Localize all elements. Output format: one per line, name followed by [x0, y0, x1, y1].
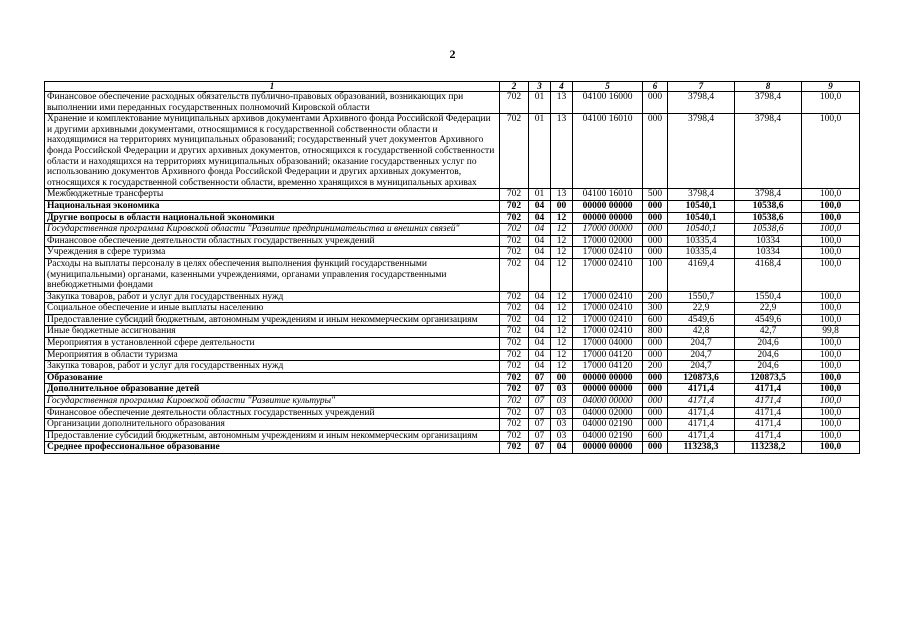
row-plan-cell: 120873,6 [668, 372, 735, 384]
row-subsection-cell: 00 [551, 372, 573, 384]
row-percent-cell: 100,0 [802, 372, 860, 384]
header-cell: 8 [735, 82, 802, 92]
row-name-cell: Финансовое обеспечение деятельности областных государственных учреждений [45, 407, 500, 419]
row-actual-cell: 113238,2 [735, 442, 802, 454]
row-name-cell: Хранение и комплектование муниципальных архивов документами Архивного фонда Российской Федерации и другими архивными документами, относящимися к государственной собственности области и находящимися на территориях муниципальных образований; государственный учет документов Архивного фонда Российской Федерации и других архивных документов, относящихся к государственной собственности области и находящихся на территориях муниципальных образований; оказание государственных услуг по использованию документов Архивного фонда Российской Федерации и других архивных документов, относящихся к государственной собственности области, временно хранящихся в муниципальных архивах [45, 114, 500, 189]
row-actual-cell: 4171,4 [735, 430, 802, 442]
row-percent-cell: 100,0 [802, 396, 860, 408]
row-section-cell: 01 [529, 189, 551, 201]
row-section-cell: 07 [529, 396, 551, 408]
row-grbs-cell: 702 [500, 407, 529, 419]
row-actual-cell: 10538,6 [735, 212, 802, 224]
row-name-cell: Образование [45, 372, 500, 384]
row-plan-cell: 113238,3 [668, 442, 735, 454]
table-row [45, 291, 860, 303]
row-section-cell: 04 [529, 361, 551, 373]
row-target-cell: 04000 00000 [573, 396, 643, 408]
row-actual-cell: 4171,4 [735, 384, 802, 396]
row-section-cell: 07 [529, 384, 551, 396]
row-grbs-cell: 702 [500, 92, 529, 114]
row-expense-type-cell: 000 [643, 92, 668, 114]
row-actual-cell: 10538,6 [735, 200, 802, 212]
row-target-cell: 00000 00000 [573, 442, 643, 454]
row-grbs-cell: 702 [500, 291, 529, 303]
row-section-cell: 07 [529, 407, 551, 419]
row-percent-cell: 100,0 [802, 384, 860, 396]
row-section-cell: 04 [529, 291, 551, 303]
row-name-cell: Дополнительное образование детей [45, 384, 500, 396]
row-expense-type-cell: 300 [643, 303, 668, 315]
row-subsection-cell: 12 [551, 212, 573, 224]
row-percent-cell: 100,0 [802, 349, 860, 361]
row-percent-cell: 100,0 [802, 200, 860, 212]
row-name-cell: Иные бюджетные ассигнования [45, 326, 500, 338]
row-expense-type-cell: 000 [643, 372, 668, 384]
row-plan-cell: 10540,1 [668, 200, 735, 212]
row-target-cell: 17000 02410 [573, 303, 643, 315]
row-percent-cell: 100,0 [802, 419, 860, 431]
table-row [45, 396, 860, 408]
row-plan-cell: 3798,4 [668, 92, 735, 114]
row-actual-cell: 3798,4 [735, 189, 802, 201]
row-expense-type-cell: 200 [643, 361, 668, 373]
row-subsection-cell: 03 [551, 384, 573, 396]
row-plan-cell: 10335,4 [668, 247, 735, 259]
row-actual-cell: 10538,6 [735, 224, 802, 236]
row-percent-cell: 100,0 [802, 430, 860, 442]
row-name-cell: Предоставление субсидий бюджетным, автономным учреждениям и иным некоммерческим организациям [45, 314, 500, 326]
table-row [45, 349, 860, 361]
row-plan-cell: 4169,4 [668, 258, 735, 291]
row-section-cell: 04 [529, 212, 551, 224]
row-expense-type-cell: 000 [643, 224, 668, 236]
row-name-cell: Национальная экономика [45, 200, 500, 212]
row-grbs-cell: 702 [500, 349, 529, 361]
row-percent-cell: 100,0 [802, 258, 860, 291]
row-grbs-cell: 702 [500, 114, 529, 189]
row-target-cell: 04000 02190 [573, 419, 643, 431]
row-target-cell: 17000 02410 [573, 258, 643, 291]
row-subsection-cell: 12 [551, 303, 573, 315]
row-grbs-cell: 702 [500, 224, 529, 236]
row-section-cell: 01 [529, 114, 551, 189]
table-row [45, 189, 860, 201]
row-target-cell: 04100 16000 [573, 92, 643, 114]
row-percent-cell: 100,0 [802, 338, 860, 350]
table-row [45, 314, 860, 326]
row-plan-cell: 1550,7 [668, 291, 735, 303]
row-plan-cell: 10335,4 [668, 235, 735, 247]
row-name-cell: Учреждения в сфере туризма [45, 247, 500, 259]
row-subsection-cell: 12 [551, 338, 573, 350]
header-cell: 9 [802, 82, 860, 92]
row-name-cell: Мероприятия в области туризма [45, 349, 500, 361]
row-percent-cell: 100,0 [802, 291, 860, 303]
row-expense-type-cell: 500 [643, 189, 668, 201]
row-grbs-cell: 702 [500, 235, 529, 247]
row-target-cell: 17000 04000 [573, 338, 643, 350]
row-name-cell: Другие вопросы в области национальной экономики [45, 212, 500, 224]
table-row [45, 224, 860, 236]
row-expense-type-cell: 000 [643, 384, 668, 396]
row-subsection-cell: 12 [551, 361, 573, 373]
row-subsection-cell: 13 [551, 114, 573, 189]
row-target-cell: 04100 16010 [573, 114, 643, 189]
table-row [45, 200, 860, 212]
row-name-cell: Финансовое обеспечение деятельности областных государственных учреждений [45, 235, 500, 247]
table-row [45, 258, 860, 291]
header-cell: 1 [45, 82, 500, 92]
row-expense-type-cell: 000 [643, 212, 668, 224]
row-grbs-cell: 702 [500, 189, 529, 201]
row-section-cell: 07 [529, 372, 551, 384]
row-plan-cell: 204,7 [668, 349, 735, 361]
row-actual-cell: 120873,5 [735, 372, 802, 384]
row-section-cell: 07 [529, 419, 551, 431]
row-subsection-cell: 13 [551, 189, 573, 201]
row-expense-type-cell: 800 [643, 326, 668, 338]
row-actual-cell: 4171,4 [735, 419, 802, 431]
row-name-cell: Предоставление субсидий бюджетным, автономным учреждениям и иным некоммерческим организациям [45, 430, 500, 442]
row-plan-cell: 3798,4 [668, 189, 735, 201]
row-section-cell: 04 [529, 224, 551, 236]
table-row [45, 442, 860, 454]
row-subsection-cell: 03 [551, 430, 573, 442]
row-section-cell: 04 [529, 349, 551, 361]
row-expense-type-cell: 000 [643, 442, 668, 454]
row-target-cell: 17000 02410 [573, 326, 643, 338]
table-row [45, 247, 860, 259]
row-expense-type-cell: 200 [643, 291, 668, 303]
row-grbs-cell: 702 [500, 396, 529, 408]
row-subsection-cell: 03 [551, 419, 573, 431]
row-target-cell: 17000 02410 [573, 247, 643, 259]
table-row [45, 235, 860, 247]
row-target-cell: 17000 00000 [573, 224, 643, 236]
row-section-cell: 04 [529, 235, 551, 247]
row-plan-cell: 42,8 [668, 326, 735, 338]
row-subsection-cell: 03 [551, 396, 573, 408]
row-expense-type-cell: 600 [643, 314, 668, 326]
row-percent-cell: 100,0 [802, 224, 860, 236]
row-target-cell: 17000 04120 [573, 349, 643, 361]
row-grbs-cell: 702 [500, 200, 529, 212]
row-subsection-cell: 13 [551, 92, 573, 114]
row-subsection-cell: 12 [551, 291, 573, 303]
row-percent-cell: 100,0 [802, 114, 860, 189]
row-percent-cell: 100,0 [802, 92, 860, 114]
row-plan-cell: 4171,4 [668, 407, 735, 419]
table-row [45, 361, 860, 373]
row-percent-cell: 100,0 [802, 212, 860, 224]
row-percent-cell: 100,0 [802, 361, 860, 373]
row-target-cell: 17000 02410 [573, 291, 643, 303]
table-row [45, 372, 860, 384]
table-row [45, 326, 860, 338]
row-expense-type-cell: 000 [643, 396, 668, 408]
row-grbs-cell: 702 [500, 384, 529, 396]
row-target-cell: 17000 04120 [573, 361, 643, 373]
row-expense-type-cell: 000 [643, 200, 668, 212]
row-subsection-cell: 12 [551, 235, 573, 247]
row-percent-cell: 100,0 [802, 247, 860, 259]
row-grbs-cell: 702 [500, 361, 529, 373]
row-subsection-cell: 00 [551, 200, 573, 212]
row-actual-cell: 22,9 [735, 303, 802, 315]
row-grbs-cell: 702 [500, 372, 529, 384]
row-actual-cell: 204,6 [735, 349, 802, 361]
table-row [45, 430, 860, 442]
header-cell: 3 [529, 82, 551, 92]
row-actual-cell: 10334 [735, 235, 802, 247]
row-subsection-cell: 12 [551, 326, 573, 338]
row-percent-cell: 100,0 [802, 189, 860, 201]
row-name-cell: Мероприятия в установленной сфере деятельности [45, 338, 500, 350]
row-percent-cell: 100,0 [802, 235, 860, 247]
budget-table [44, 81, 860, 454]
table-row [45, 338, 860, 350]
row-subsection-cell: 12 [551, 349, 573, 361]
row-plan-cell: 4171,4 [668, 384, 735, 396]
row-target-cell: 04100 16010 [573, 189, 643, 201]
row-grbs-cell: 702 [500, 258, 529, 291]
row-section-cell: 04 [529, 258, 551, 291]
row-section-cell: 04 [529, 314, 551, 326]
row-grbs-cell: 702 [500, 303, 529, 315]
row-actual-cell: 4168,4 [735, 258, 802, 291]
row-expense-type-cell: 000 [643, 419, 668, 431]
table-row [45, 114, 860, 189]
row-actual-cell: 4171,4 [735, 407, 802, 419]
row-target-cell: 17000 02410 [573, 314, 643, 326]
row-subsection-cell: 12 [551, 224, 573, 236]
row-expense-type-cell: 000 [643, 247, 668, 259]
row-actual-cell: 204,6 [735, 361, 802, 373]
row-subsection-cell: 12 [551, 314, 573, 326]
row-plan-cell: 22,9 [668, 303, 735, 315]
row-section-cell: 04 [529, 326, 551, 338]
table-row [45, 92, 860, 114]
row-grbs-cell: 702 [500, 314, 529, 326]
row-expense-type-cell: 000 [643, 114, 668, 189]
row-section-cell: 04 [529, 338, 551, 350]
row-percent-cell: 100,0 [802, 303, 860, 315]
table-row [45, 407, 860, 419]
row-target-cell: 04000 02190 [573, 430, 643, 442]
row-expense-type-cell: 000 [643, 349, 668, 361]
row-name-cell: Финансовое обеспечение расходных обязательств публично-правовых образований, возникающих при выполнении ими переданных государственных полномочий Кировской области [45, 92, 500, 114]
row-target-cell: 00000 00000 [573, 200, 643, 212]
row-grbs-cell: 702 [500, 326, 529, 338]
row-section-cell: 07 [529, 430, 551, 442]
row-target-cell: 04000 02000 [573, 407, 643, 419]
row-grbs-cell: 702 [500, 212, 529, 224]
row-name-cell: Государственная программа Кировской области "Развитие культуры" [45, 396, 500, 408]
header-cell: 5 [573, 82, 643, 92]
row-name-cell: Среднее профессиональное образование [45, 442, 500, 454]
row-plan-cell: 204,7 [668, 338, 735, 350]
table-row [45, 303, 860, 315]
table-header-row [45, 82, 860, 92]
row-target-cell: 00000 00000 [573, 384, 643, 396]
row-section-cell: 01 [529, 92, 551, 114]
row-expense-type-cell: 000 [643, 338, 668, 350]
row-expense-type-cell: 000 [643, 235, 668, 247]
row-actual-cell: 3798,4 [735, 92, 802, 114]
row-plan-cell: 4171,4 [668, 430, 735, 442]
row-target-cell: 17000 02000 [573, 235, 643, 247]
table-row [45, 419, 860, 431]
row-name-cell: Закупка товаров, работ и услуг для государственных нужд [45, 361, 500, 373]
row-subsection-cell: 12 [551, 247, 573, 259]
row-actual-cell: 4171,4 [735, 396, 802, 408]
row-plan-cell: 4171,4 [668, 419, 735, 431]
row-grbs-cell: 702 [500, 247, 529, 259]
row-subsection-cell: 03 [551, 407, 573, 419]
row-actual-cell: 10334 [735, 247, 802, 259]
row-subsection-cell: 12 [551, 258, 573, 291]
row-name-cell: Закупка товаров, работ и услуг для государственных нужд [45, 291, 500, 303]
header-cell: 7 [668, 82, 735, 92]
row-actual-cell: 3798,4 [735, 114, 802, 189]
row-percent-cell: 99,8 [802, 326, 860, 338]
header-cell: 2 [500, 82, 529, 92]
row-plan-cell: 4171,4 [668, 396, 735, 408]
row-percent-cell: 100,0 [802, 442, 860, 454]
row-target-cell: 00000 00000 [573, 372, 643, 384]
row-section-cell: 04 [529, 303, 551, 315]
table-row [45, 384, 860, 396]
row-actual-cell: 204,6 [735, 338, 802, 350]
row-name-cell: Социальное обеспечение и иные выплаты населению [45, 303, 500, 315]
row-expense-type-cell: 000 [643, 407, 668, 419]
row-name-cell: Организации дополнительного образования [45, 419, 500, 431]
row-plan-cell: 10540,1 [668, 224, 735, 236]
row-grbs-cell: 702 [500, 442, 529, 454]
row-grbs-cell: 702 [500, 419, 529, 431]
row-actual-cell: 4549,6 [735, 314, 802, 326]
row-section-cell: 04 [529, 200, 551, 212]
row-expense-type-cell: 600 [643, 430, 668, 442]
header-cell: 4 [551, 82, 573, 92]
row-subsection-cell: 04 [551, 442, 573, 454]
row-percent-cell: 100,0 [802, 314, 860, 326]
row-plan-cell: 204,7 [668, 361, 735, 373]
row-name-cell: Межбюджетные трансферты [45, 189, 500, 201]
row-plan-cell: 10540,1 [668, 212, 735, 224]
table-row [45, 212, 860, 224]
row-section-cell: 04 [529, 247, 551, 259]
page-number: 2 [449, 47, 456, 61]
row-expense-type-cell: 100 [643, 258, 668, 291]
row-target-cell: 00000 00000 [573, 212, 643, 224]
row-actual-cell: 42,7 [735, 326, 802, 338]
row-grbs-cell: 702 [500, 430, 529, 442]
row-name-cell: Расходы на выплаты персоналу в целях обеспечения выполнения функций государственными (муниципальными) органами, казенными учреждениями, органами управления государственными внебюджетными фондами [45, 258, 500, 291]
row-grbs-cell: 702 [500, 338, 529, 350]
row-actual-cell: 1550,4 [735, 291, 802, 303]
row-percent-cell: 100,0 [802, 407, 860, 419]
header-cell: 6 [643, 82, 668, 92]
row-plan-cell: 3798,4 [668, 114, 735, 189]
row-plan-cell: 4549,6 [668, 314, 735, 326]
row-name-cell: Государственная программа Кировской области "Развитие предпринимательства и внешних связей" [45, 224, 500, 236]
row-section-cell: 07 [529, 442, 551, 454]
